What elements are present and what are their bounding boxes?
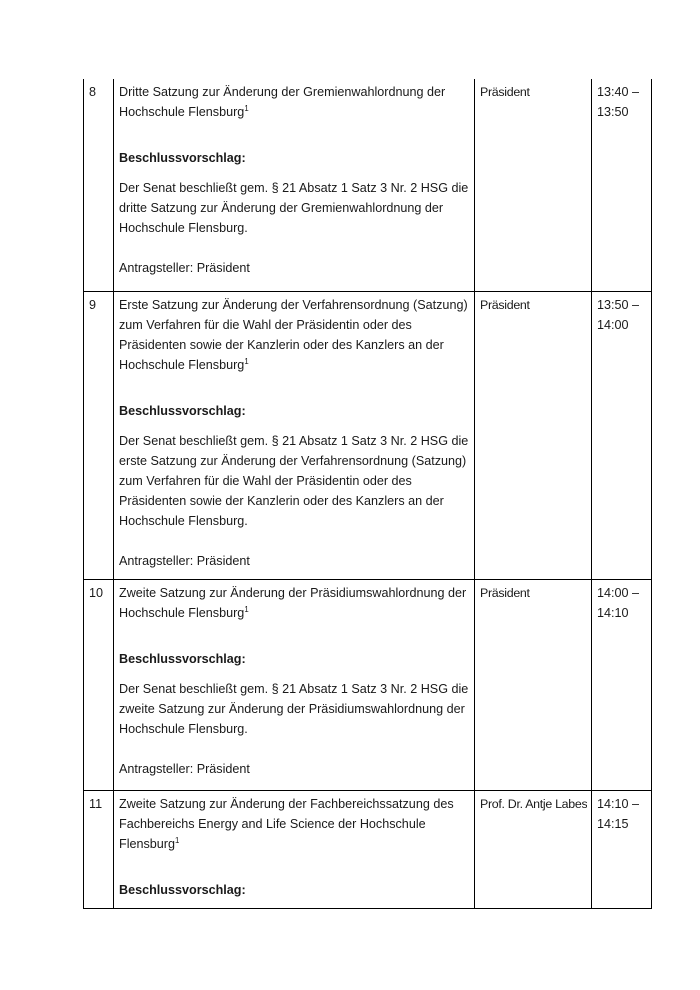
proposal-label: Beschlussvorschlag:: [119, 882, 246, 897]
cell-number: [84, 79, 114, 291]
agenda-table: [83, 79, 652, 909]
cell-number: [84, 790, 114, 908]
topic-title: [119, 583, 470, 623]
applicant-line: Antragsteller: Präsident: [119, 261, 250, 275]
cell-presenter: [475, 291, 592, 579]
footnote-marker: 1: [244, 103, 249, 113]
cell-presenter: [475, 790, 592, 908]
cell-presenter: [475, 79, 592, 291]
presenter-name: Prof. Dr. Antje Labes: [480, 796, 587, 811]
cell-topic: [114, 790, 475, 908]
table-row: [84, 579, 652, 790]
cell-topic: [114, 291, 475, 579]
agenda-item-number: 10: [89, 585, 104, 600]
agenda-item-number: 11: [89, 796, 103, 811]
cell-time: [592, 79, 652, 291]
cell-time: [592, 790, 652, 908]
presenter-name: Präsident: [480, 297, 530, 312]
applicant-line: Antragsteller: Präsident: [119, 553, 250, 568]
time-range: 14:00 – 14:10: [597, 585, 640, 620]
footnote-marker: 1: [244, 604, 249, 614]
proposal-label: Beschlussvorschlag:: [119, 403, 246, 418]
footnote-marker: 1: [244, 356, 249, 366]
topic-title-text: Zweite Satzung zur Änderung der Präsidiumswahlordnung der Hochschule Flensburg: [119, 585, 467, 620]
time-range: 13:40 – 13:50: [597, 85, 640, 119]
table-row: [84, 79, 652, 291]
agenda-item-number: 8: [89, 85, 97, 99]
presenter-name: Präsident: [480, 585, 530, 600]
cell-topic: [114, 579, 475, 790]
cell-number: [84, 291, 114, 579]
topic-title: [119, 82, 470, 122]
time-range: 13:50 – 14:00: [597, 297, 640, 332]
table-row: [84, 291, 652, 579]
topic-title-text: Zweite Satzung zur Änderung der Fachbereichssatzung des Fachbereichs Energy and Life Science der Hochschule Flensburg: [119, 796, 454, 851]
cell-time: [592, 291, 652, 579]
cell-presenter: [475, 579, 592, 790]
topic-title: [119, 295, 470, 375]
topic-title-text: Erste Satzung zur Änderung der Verfahrensordnung (Satzung) zum Verfahren für die Wahl der Präsidentin oder des Präsidenten sowie der Kanzlerin oder des Kanzlers an der Hochschule Flensburg: [119, 297, 468, 372]
cell-topic: [114, 79, 475, 291]
proposal-text: Der Senat beschließt gem. § 21 Absatz 1 Satz 3 Nr. 2 HSG die zweite Satzung zur Änderung der Präsidiumswahlordnung der Hochschule Flensburg.: [119, 681, 469, 736]
agenda-item-number: 9: [89, 297, 97, 312]
proposal-label: Beschlussvorschlag:: [119, 651, 246, 666]
table-row: [84, 790, 652, 908]
time-range: 14:10 – 14:15: [597, 796, 640, 831]
footnote-marker: 1: [175, 835, 180, 845]
cell-time: [592, 579, 652, 790]
cell-number: [84, 579, 114, 790]
topic-title: [119, 794, 470, 854]
proposal-text: Der Senat beschließt gem. § 21 Absatz 1 Satz 3 Nr. 2 HSG die dritte Satzung zur Änderung der Gremienwahlordnung der Hochschule Flensburg.: [119, 181, 469, 235]
proposal-label: Beschlussvorschlag:: [119, 151, 246, 165]
topic-title-text: Dritte Satzung zur Änderung der Gremienwahlordnung der Hochschule Flensburg: [119, 85, 446, 119]
applicant-line: Antragsteller: Präsident: [119, 761, 250, 776]
presenter-name: Präsident: [480, 85, 530, 99]
proposal-text: Der Senat beschließt gem. § 21 Absatz 1 Satz 3 Nr. 2 HSG die erste Satzung zur Änderung der Verfahrensordnung (Satzung) zum Verfahren für die Wahl der Präsidentin oder des Präsidenten sowie der Kanzlerin oder des Kanzlers an der Hochschule Flensburg.: [119, 433, 469, 528]
